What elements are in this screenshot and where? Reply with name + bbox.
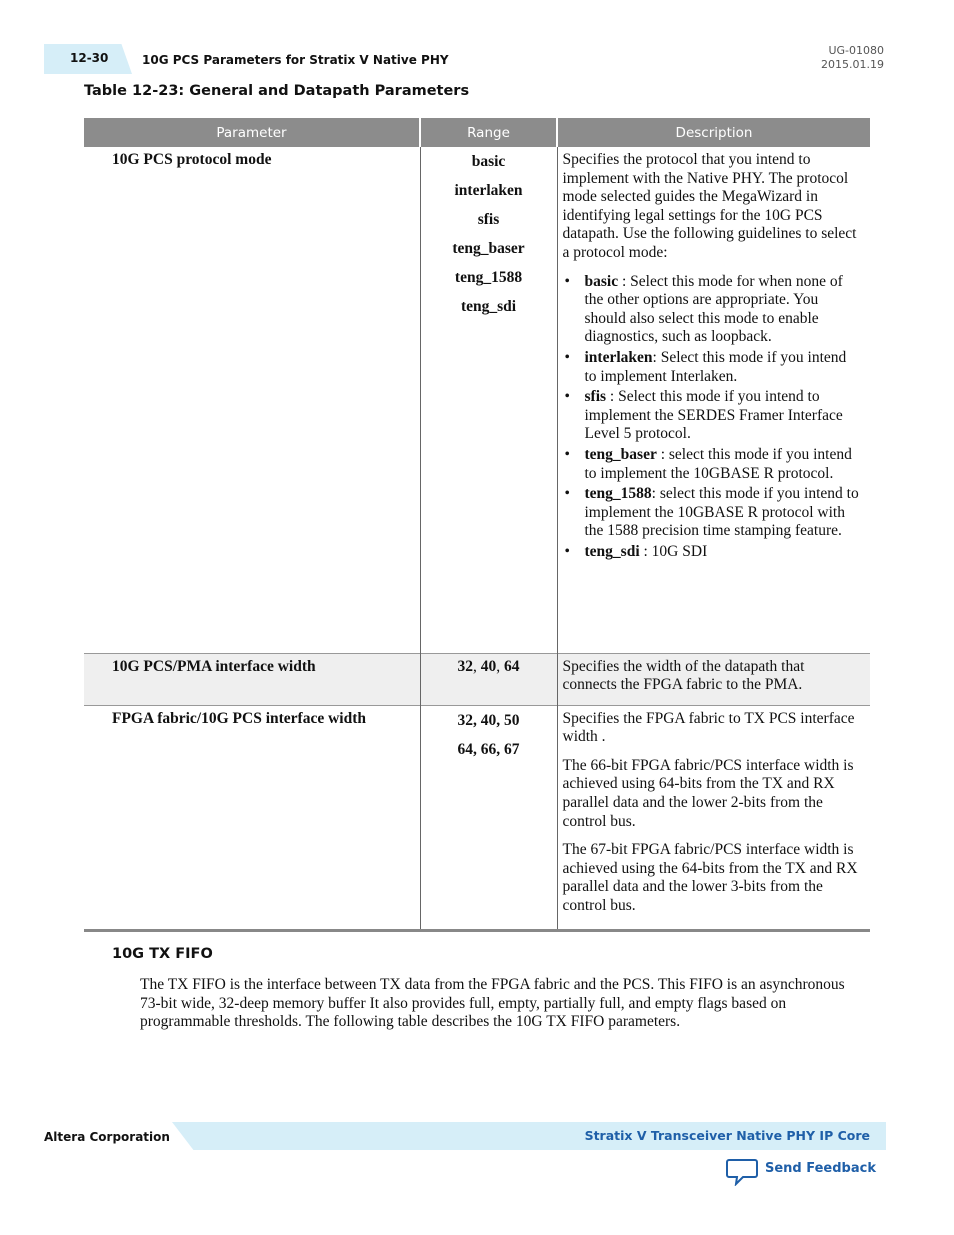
- section-heading: 10G TX FIFO: [112, 946, 213, 962]
- description-text: Specifies the FPGA fabric to TX PCS interface width .: [562, 709, 855, 746]
- section-body: The TX FIFO is the interface between TX data from the FPGA fabric and the PCS. This FIFO is an asynchronous 73-bit wide, 32-deep memory buffer It also provides full, empty, partially full, and empty flags based on programmable thresholds. The following table describes the 10G TX FIFO parameters.: [140, 976, 845, 1031]
- page-number: 12-30: [70, 51, 109, 65]
- bullet-term: teng_baser: [584, 445, 657, 463]
- header-section-title: 10G PCS Parameters for Stratix V Native PHY: [142, 53, 449, 67]
- range-value: teng_1588: [454, 268, 523, 286]
- param-pcs-pma-width: 10G PCS/PMA interface width: [84, 653, 420, 705]
- range-value: 32: [457, 657, 473, 675]
- bullet-text: : select this mode if you intend to implement the 10GBASE R protocol with the 1588 precision time stamping feature.: [584, 485, 859, 540]
- footer-doc-title[interactable]: Stratix V Transceiver Native PHY IP Core: [584, 1128, 870, 1143]
- list-item: • teng_1588: select this mode if you intend to implement the 10GBASE R protocol with the 1588 precision time stamping feature.: [564, 485, 859, 540]
- range-value: basic: [471, 153, 506, 170]
- protocol-mode-list: [563, 273, 861, 562]
- bullet-term: teng_sdi: [584, 542, 640, 560]
- description-cell: [557, 653, 870, 705]
- table-header-row: [84, 118, 870, 147]
- range-value: 40: [480, 657, 497, 675]
- list-item: • teng_baser : select this mode if you intend to implement the 10GBASE R protocol.: [564, 445, 852, 482]
- speech-bubble-icon[interactable]: [726, 1158, 758, 1191]
- range-value: interlaken: [454, 181, 523, 199]
- bullet-term: interlaken: [584, 348, 653, 366]
- bullet-term: basic: [584, 272, 619, 290]
- description-text: The 66-bit FPGA fabric/PCS interface width is achieved using 64-bits from the TX and RX parallel data and the lower 2-bits from the control bus.: [562, 756, 854, 830]
- description-cell: [557, 147, 870, 653]
- bullet-text: : select this mode if you intend to implement the 10GBASE R protocol.: [584, 445, 852, 482]
- description-text: Specifies the protocol that you intend to implement with the Native PHY. The protocol mode selected guides the MegaWizard in identifying legal settings for the 10G PCS datapath. Use the following guidelines to select a protocol mode:: [562, 151, 857, 261]
- range-value: sfis: [477, 210, 500, 228]
- bullet-term: sfis: [584, 388, 607, 406]
- list-item: • teng_sdi : 10G SDI: [564, 542, 708, 560]
- table-row: [84, 705, 870, 930]
- list-item: • sfis : Select this mode if you intend to implement the SERDES Framer Interface Level 5 protocol.: [564, 388, 843, 443]
- bullet-text: : 10G SDI: [639, 542, 708, 560]
- table-row: [84, 147, 870, 653]
- send-feedback-link[interactable]: Send Feedback: [765, 1161, 876, 1176]
- list-item: • basic : Select this mode for when none of the other options are appropriate. You should also select this mode to enable diagnostics, such as loopback.: [564, 272, 843, 346]
- description-text: The 67-bit FPGA fabric/PCS interface width is achieved using the 64-bits from the TX and RX parallel data and the lower 3-bits from the control bus.: [562, 841, 858, 915]
- description-cell: [557, 705, 870, 930]
- doc-date: 2015.01.19: [821, 58, 884, 71]
- bullet-text: : Select this mode if you intend to implement the SERDES Framer Interface Level 5 protocol.: [584, 388, 843, 443]
- table-caption: Table 12-23: General and Datapath Parameters: [84, 83, 470, 99]
- range-cell: [420, 705, 557, 930]
- bullet-term: teng_1588: [584, 485, 652, 503]
- range-value: 32, 40, 50: [457, 711, 520, 729]
- footer-company: Altera Corporation: [44, 1130, 170, 1144]
- range-value: 64, 66, 67: [457, 740, 520, 758]
- param-fabric-pcs-width: FPGA fabric/10G PCS interface width: [84, 705, 420, 930]
- param-protocol-mode: 10G PCS protocol mode: [112, 151, 272, 168]
- bullet-text: : Select this mode if you intend to implement Interlaken.: [584, 348, 847, 385]
- range-cell: 32, 40, 64: [420, 653, 557, 705]
- column-header-parameter: Parameter: [84, 118, 420, 147]
- bullet-text: : Select this mode for when none of the other options are appropriate. You should also select this mode to enable diagnostics, such as loopback.: [584, 272, 843, 346]
- range-value: teng_baser: [452, 239, 525, 257]
- doc-id: UG-01080: [828, 44, 884, 57]
- list-item: • interlaken: Select this mode if you intend to implement Interlaken.: [564, 348, 847, 385]
- column-header-description: Description: [557, 118, 870, 147]
- description-text: Specifies the width of the datapath that connects the FPGA fabric to the PMA.: [562, 657, 805, 694]
- table-row: [84, 653, 870, 705]
- column-header-range: Range: [420, 118, 557, 147]
- range-value: teng_sdi: [460, 297, 517, 315]
- parameters-table: [84, 118, 870, 932]
- range-value: 64: [504, 657, 520, 675]
- range-cell: [420, 147, 557, 653]
